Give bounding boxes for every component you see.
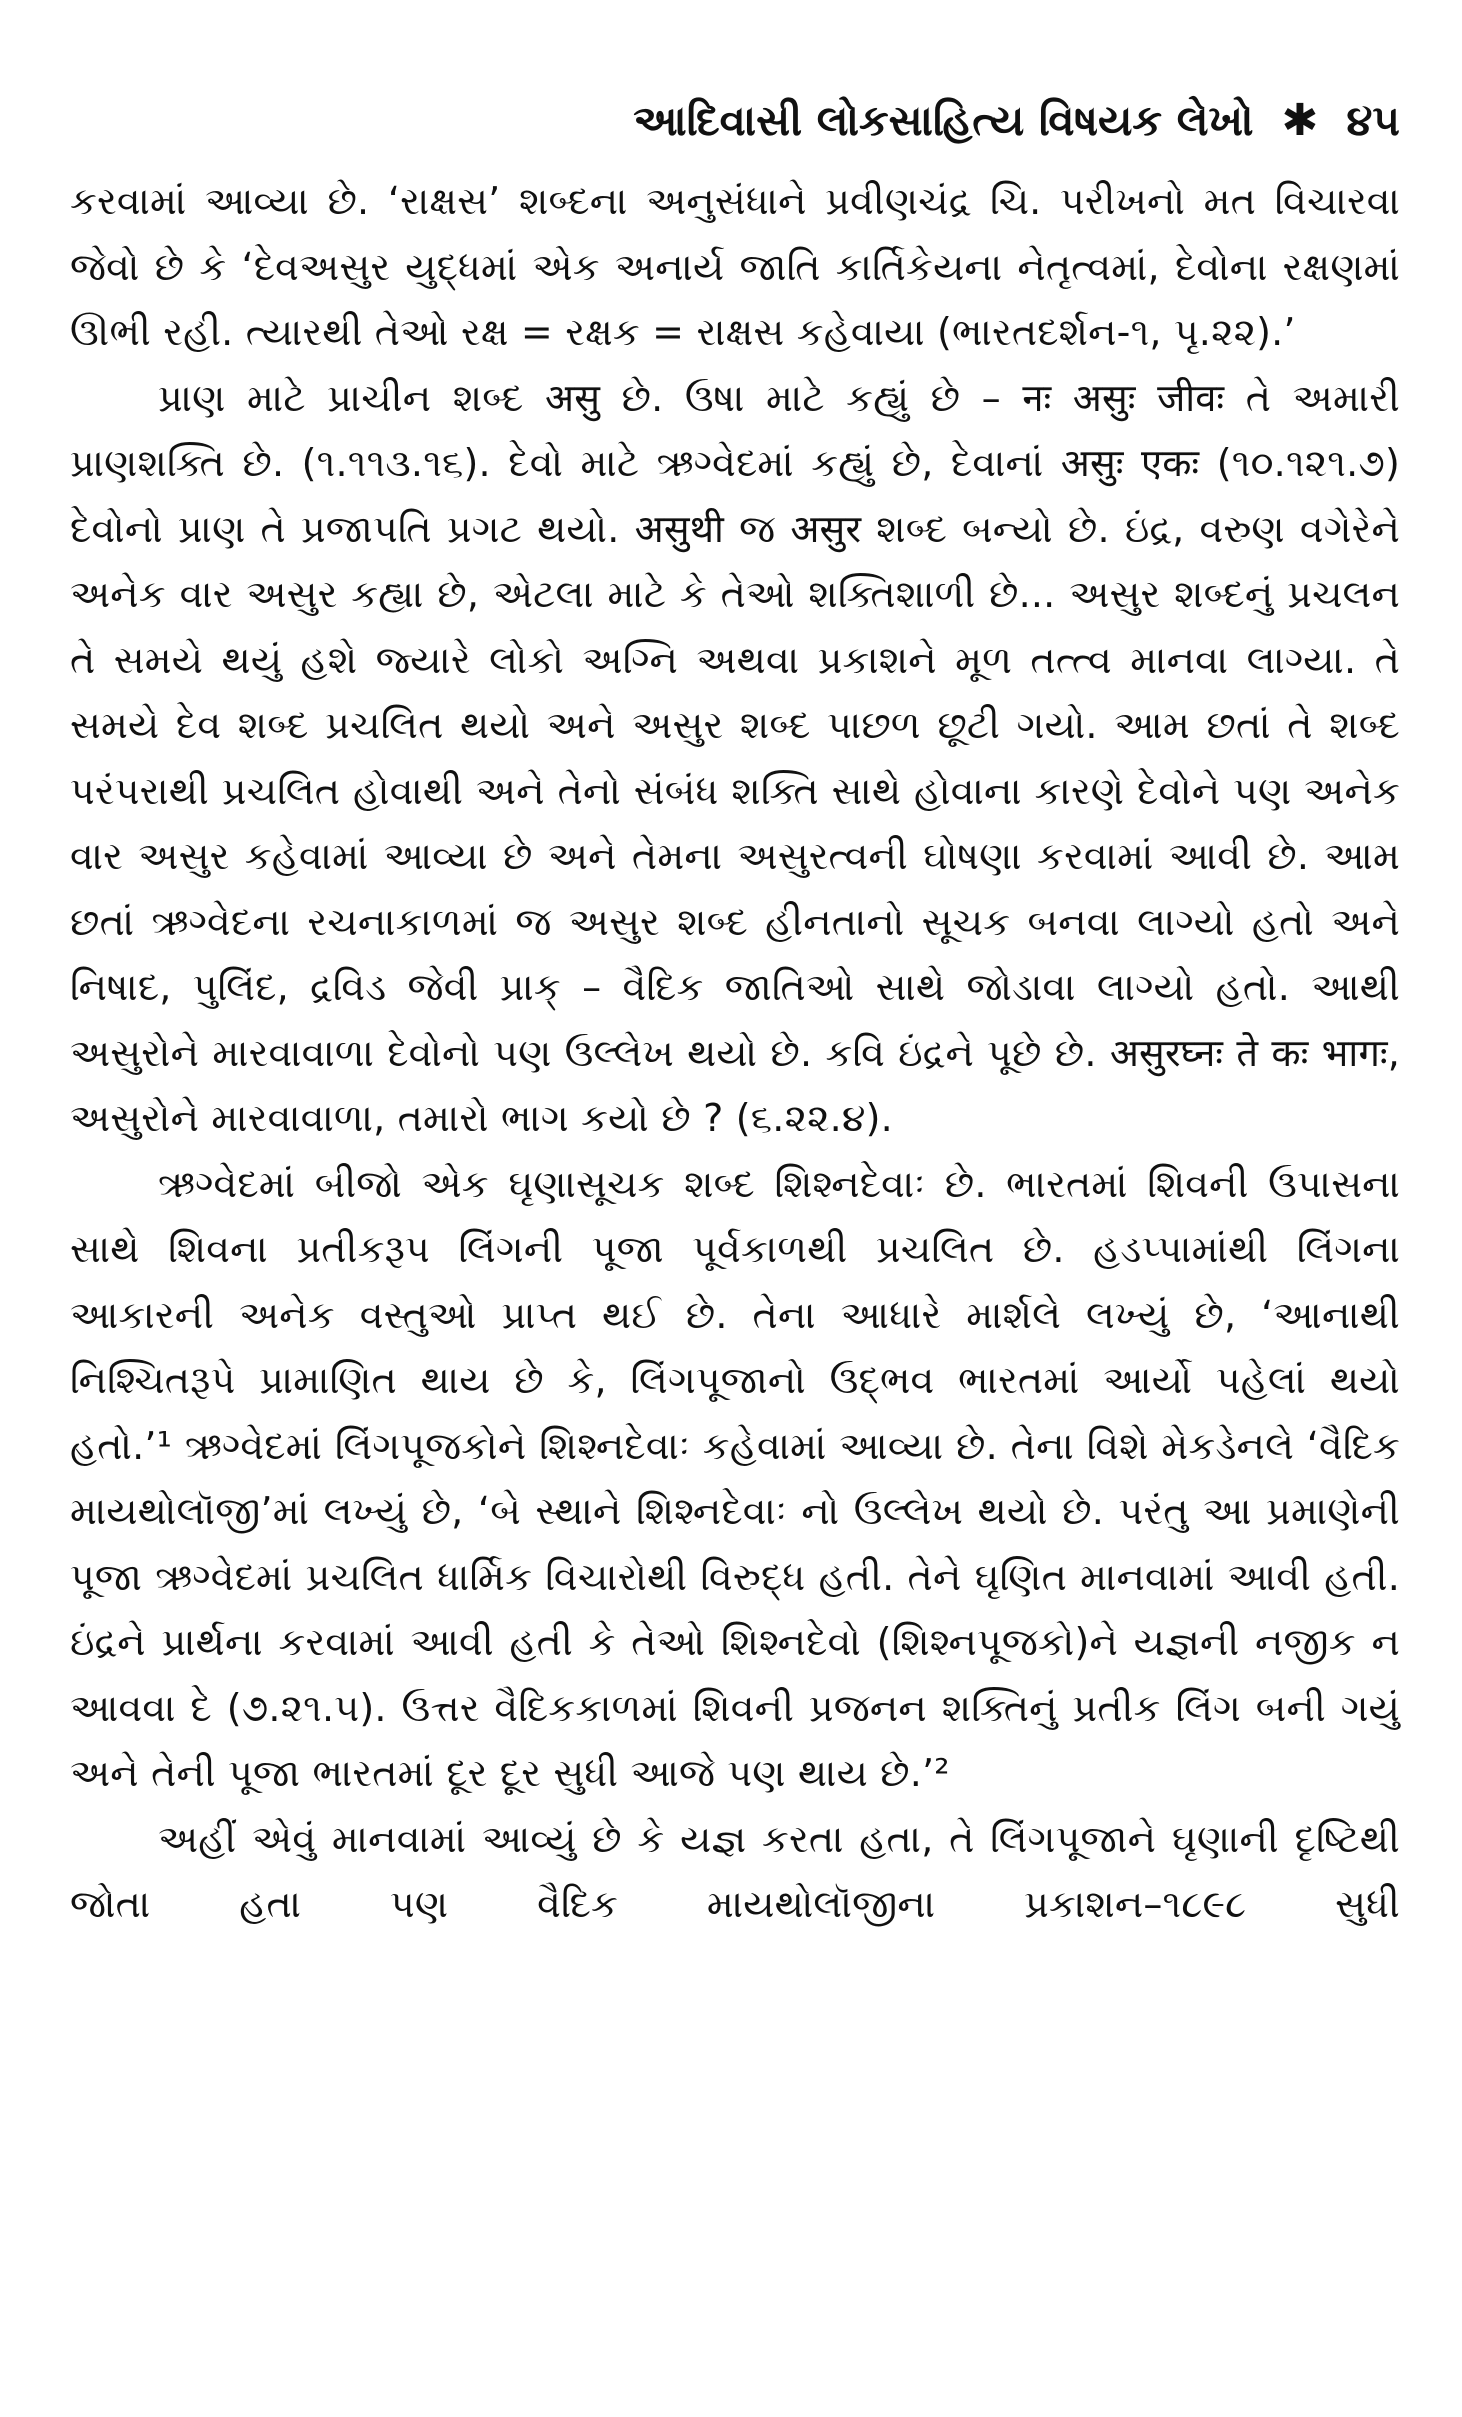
page-number: ૪૫ xyxy=(1346,96,1400,145)
running-header-title: આદિવાસી લોકસાહિત્ય વિષયક લેખો xyxy=(633,96,1254,145)
paragraph: ઋગ્વેદમાં બીજો એક ઘૃણાસૂચક શબ્દ શિશ્નદેવાઃ છે. ભારતમાં શિવની ઉપાસના સાથે શિવના પ્રતીકરૂપ લિંગની પૂજા પૂર્વકાળથી પ્રચલિત છે. હડપ્પામાંથી લિંગના આકારની અનેક વસ્તુઓ પ્રાપ્ત થઈ છે. તેના આધારે માર્શલે લખ્યું છે, ‘આનાથી નિશ્ચિતરૂપે પ્રામાણિત થાય છે કે, લિંગપૂજાનો ઉદ્ભવ ભારતમાં આર્યો પહેલાં થયો હતો.’¹ ઋગ્વેદમાં લિંગપૂજકોને શિશ્નદેવાઃ કહેવામાં આવ્યા છે. તેના વિશે મેકડેનલે ‘વૈદિક માયથોલૉજી’માં લખ્યું છે, ‘બે સ્થાને શિશ્નદેવાઃ નો ઉલ્લેખ થયો છે. પરંતુ આ પ્રમાણેની પૂજા ઋગ્વેદમાં પ્રચલિત ધાર્મિક વિચારોથી વિરુદ્ધ હતી. તેને ઘૃણિત માનવામાં આવી હતી. ઇંદ્રને પ્રાર્થના કરવામાં આવી હતી કે તેઓ શિશ્નદેવો (શિશ્નપૂજકો)ને યજ્ઞની નજીક ન આવવા દે (૭.૨૧.૫). ઉત્તર વૈદિકકાળમાં શિવની પ્રજનન શક્તિનું પ્રતીક લિંગ બની ગયું અને તેની પૂજા ભારતમાં દૂર દૂર સુધી આજે પણ થાય છે.’² xyxy=(70,1161,1400,1795)
paragraph: પ્રાણ માટે પ્રાચીન શબ્દ असु છે. ઉષા માટે કહ્યું છે – नः असुः जीवः તે અમારી પ્રાણશક્તિ છે. (૧.૧૧૩.૧૬). દેવો માટે ઋગ્વેદમાં કહ્યું છે, દેવાનાં असुः एकः (૧૦.૧૨૧.૭) દેવોનો પ્રાણ તે પ્રજાપતિ પ્રગટ થયો. असुथी જ असुर શબ્દ બન્યો છે. ઇંદ્ર, વરુણ વગેરેને અનેક વાર અસુર કહ્યા છે, એટલા માટે કે તેઓ શક્તિશાળી છે... અસુર શબ્દનું પ્રચલન તે સમયે થયું હશે જ્યારે લોકો અગ્નિ અથવા પ્રકાશને મૂળ તત્ત્વ માનવા લાગ્યા. તે સમયે દેવ શબ્દ પ્રચલિત થયો અને અસુર શબ્દ પાછળ છૂટી ગયો. આમ છતાં તે શબ્દ પરંપરાથી પ્રચલિત હોવાથી અને તેનો સંબંધ શક્તિ સાથે હોવાના કારણે દેવોને પણ અનેક વાર અસુર કહેવામાં આવ્યા છે અને તેમના અસુરત્વની ઘોષણા કરવામાં આવી છે. આમ છતાં ઋગ્વેદના રચનાકાળમાં જ અસુર શબ્દ હીનતાનો સૂચક બનવા લાગ્યો હતો અને નિષાદ, પુલિંદ, દ્રવિડ જેવી પ્રાક્ – વૈદિક જાતિઓ સાથે જોડાવા લાગ્યો હતો. આથી અસુરોને મારવાવાળા દેવોનો પણ ઉલ્લેખ થયો છે. કવિ ઇંદ્રને પૂછે છે. असुरघ्नः ते कः भागः, અસુરોને મારવાવાળા, તમારો ભાગ કયો છે ? (૬.૨૨.૪). xyxy=(70,375,1400,1140)
paragraph: કરવામાં આવ્યા છે. ‘રાક્ષસ’ શબ્દના અનુસંધાને પ્રવીણચંદ્ર ચિ. પરીખનો મત વિચારવા જેવો છે કે ‘દેવઅસુર યુદ્ધમાં એક અનાર્ય જાતિ કાર્તિકેયના નેતૃત્વમાં, દેવોના રક્ષણમાં ઊભી રહી. ત્યારથી તેઓ રક્ષ = રક્ષક = રાક્ષસ કહેવાયા (ભારતદર્શન-૧, પૃ.૨૨).’ xyxy=(70,179,1400,354)
book-page xyxy=(70,95,1400,2385)
running-header xyxy=(70,95,1400,147)
star-ornament-icon: ✱ xyxy=(1281,95,1319,146)
paragraph: અહીં એવું માનવામાં આવ્યું છે કે યજ્ઞ કરતા હતા, તે લિંગપૂજાને ઘૃણાની દૃષ્ટિથી જોતા હતા પણ વૈદિક માયથોલૉજીના પ્રકાશન–૧૮૯૮ સુધી xyxy=(70,1816,1400,1926)
body-text xyxy=(70,169,1400,1938)
